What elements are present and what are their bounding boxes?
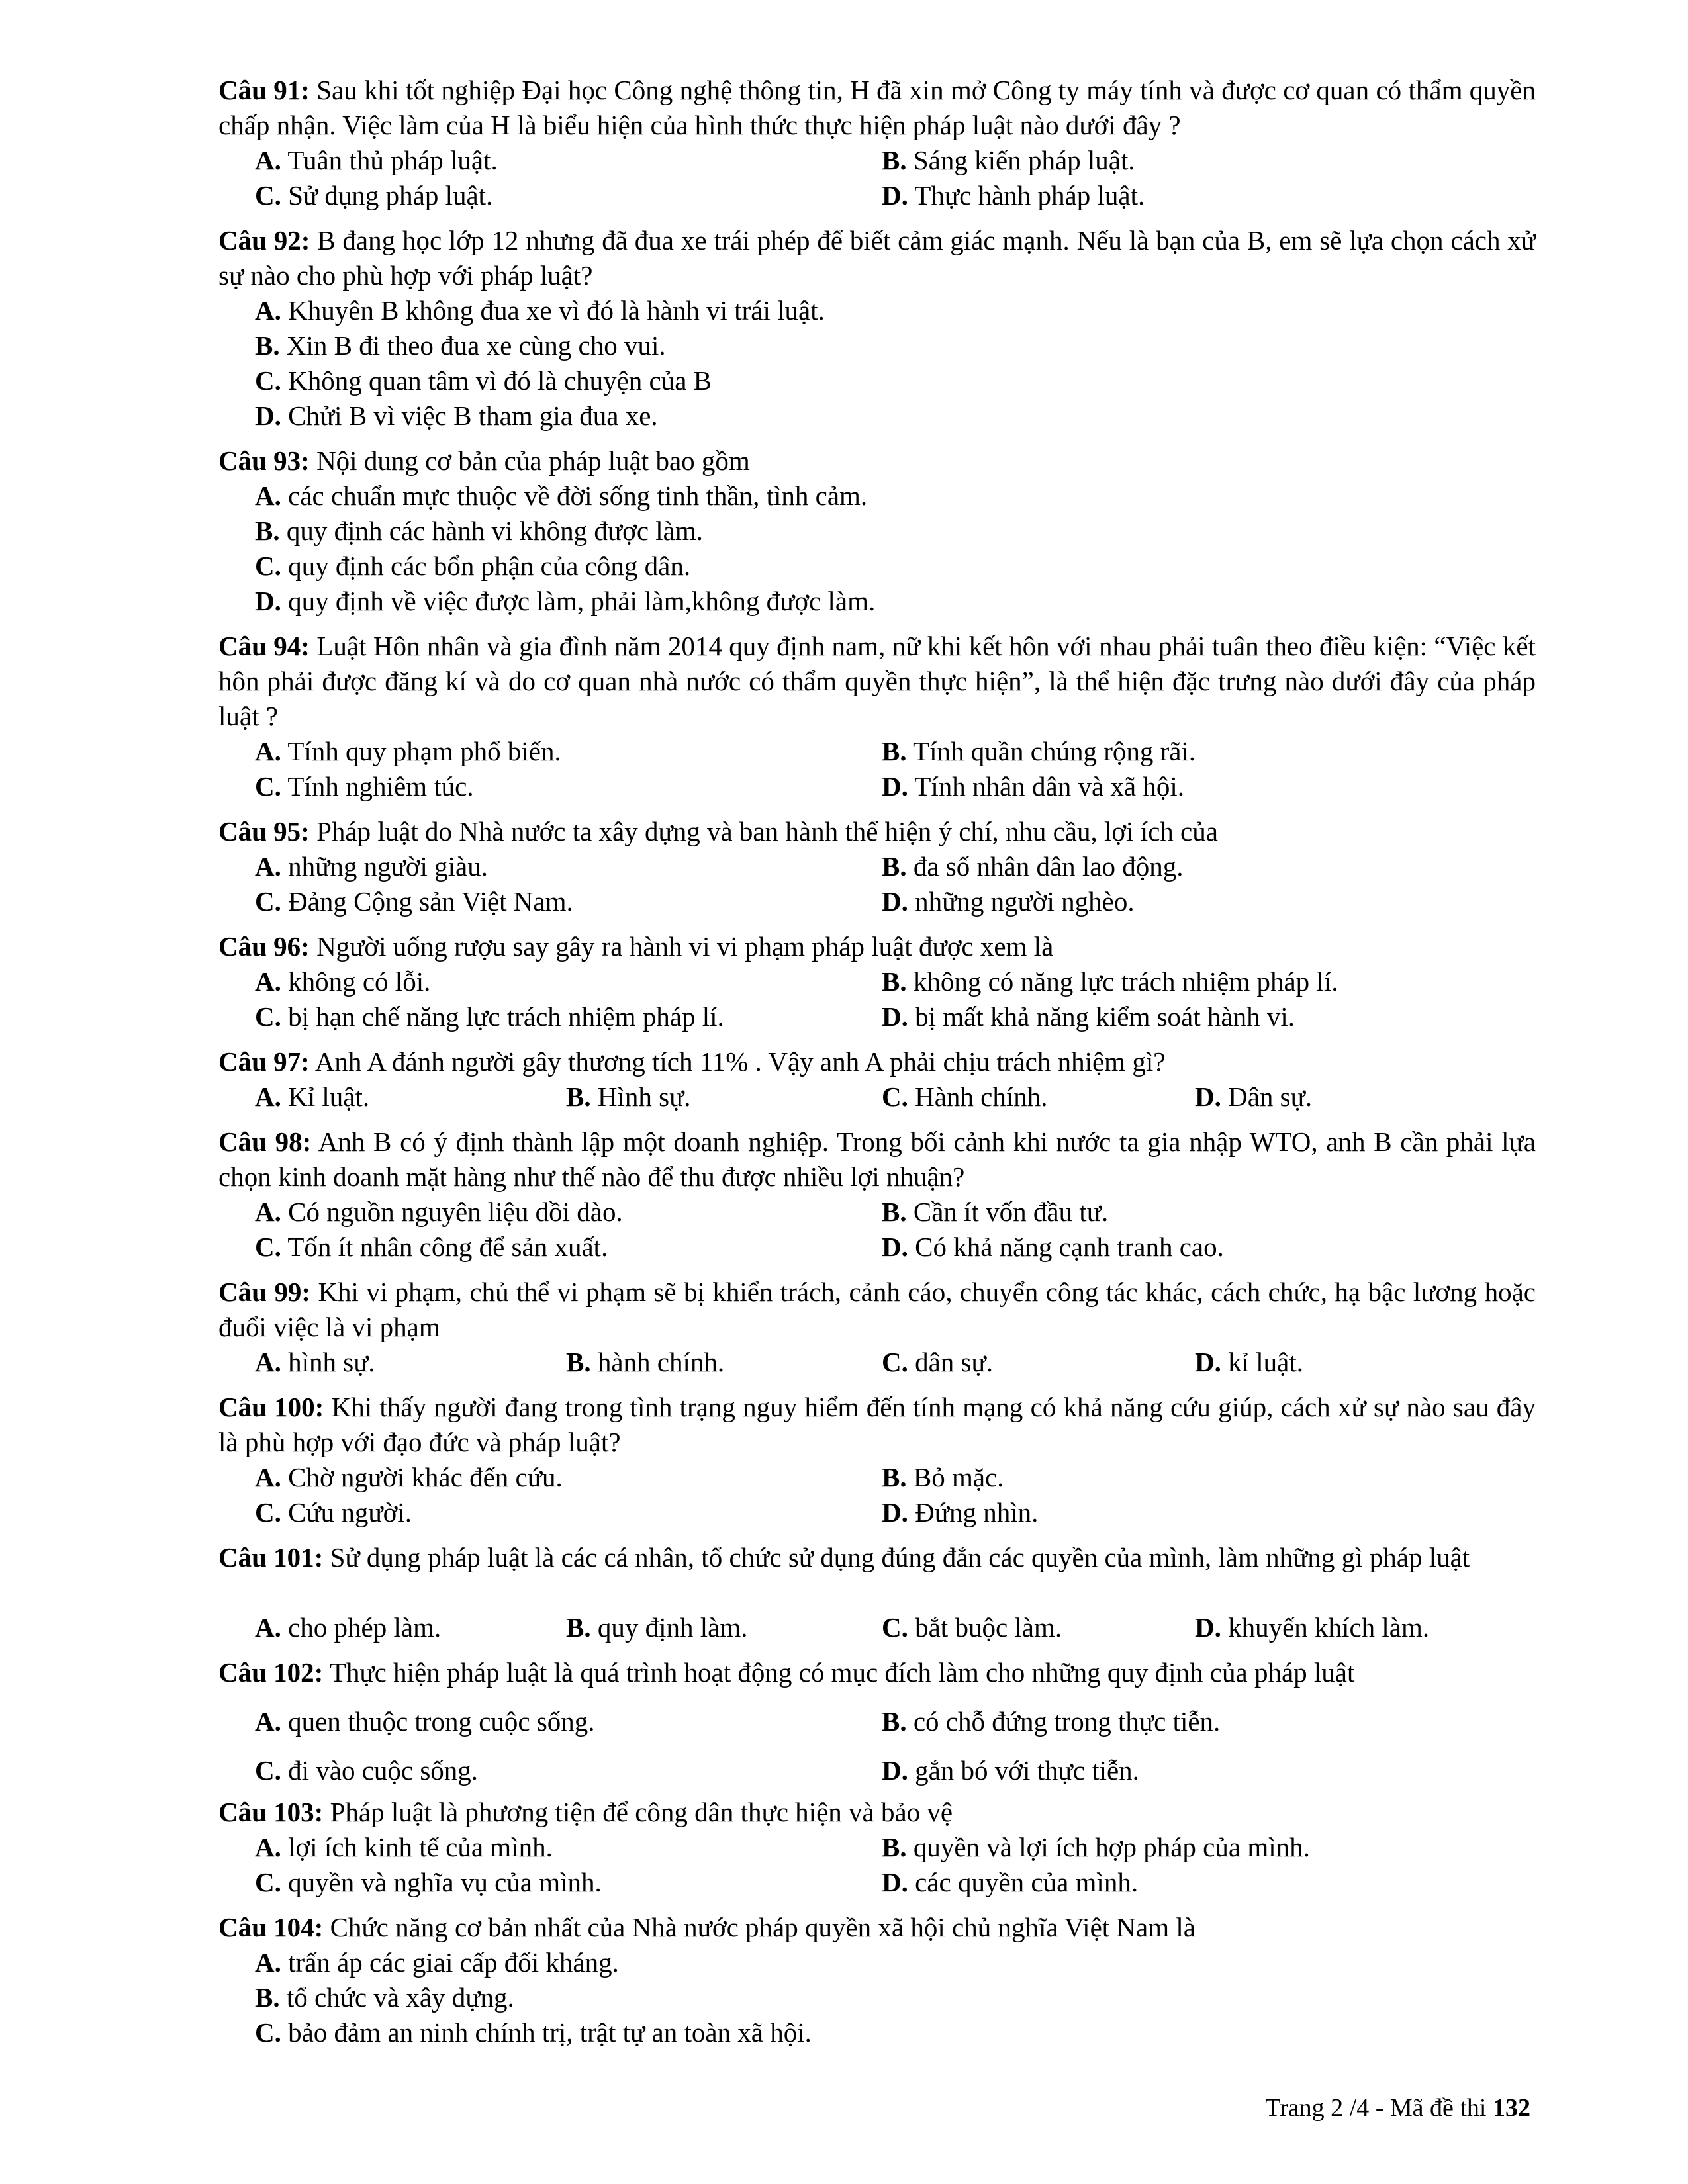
options-row <box>218 1610 1536 1645</box>
question-text: B đang học lớp 12 nhưng đã đua xe trái phép để biết cảm giác mạnh. Nếu là bạn của B, em sẽ lựa chọn cách xử sự nào cho phù hợp với pháp luật? <box>218 225 1536 291</box>
option-d: D. kỉ luật. <box>1195 1347 1303 1377</box>
question-number: Câu 96: <box>218 931 310 962</box>
question-number: Câu 97: <box>218 1046 310 1077</box>
exam-code: 132 <box>1493 2094 1530 2122</box>
question-text: Anh B có ý định thành lập một doanh nghiệp. Trong bối cảnh khi nước ta gia nhập WTO, anh B cần phải lựa chọn kinh doanh mặt hàng như thế nào để thu được nhiều lợi nhuận? <box>218 1126 1536 1192</box>
option-c: C. Đảng Cộng sản Việt Nam. <box>255 886 573 917</box>
options-row <box>218 884 1536 919</box>
question-99 <box>218 1275 1536 1345</box>
question-text: Sử dụng pháp luật là các cá nhân, tổ chức sử dụng đúng đắn các quyền của mình, làm những gì pháp luật <box>330 1542 1470 1572</box>
option-a: A. lợi ích kinh tế của mình. <box>255 1832 553 1862</box>
option-d: D. khuyến khích làm. <box>1195 1612 1430 1643</box>
question-100 <box>218 1390 1536 1460</box>
option-c: C. Tốn ít nhân công để sản xuất. <box>255 1232 608 1262</box>
question-text: Sau khi tốt nghiệp Đại học Công nghệ thông tin, H đã xin mở Công ty máy tính và được cơ quan có thẩm quyền chấp nhận. Việc làm của H là biểu hiện của hình thức thực hiện pháp luật nào dưới đây ? <box>218 75 1536 140</box>
option-b: B. quyền và lợi ích hợp pháp của mình. <box>882 1832 1310 1862</box>
option-d: D. gắn bó với thực tiễn. <box>882 1755 1139 1786</box>
question-97 <box>218 1044 1536 1079</box>
option-a: A. hình sự. <box>255 1347 375 1377</box>
options-row <box>218 1830 1536 1865</box>
options-row <box>218 1753 1536 1788</box>
option-c: C. dân sự. <box>882 1347 993 1377</box>
option-c: C. Hành chính. <box>882 1081 1048 1112</box>
question-number: Câu 98: <box>218 1126 312 1157</box>
question-text: Khi thấy người đang trong tình trạng nguy hiểm đến tính mạng có khả năng cứu giúp, cách xử sự nào sau đây là phù hợp với đạo đức và pháp luật? <box>218 1392 1536 1457</box>
option-b: B. quy định làm. <box>566 1612 748 1643</box>
question-text: Anh A đánh người gây thương tích 11% . Vậy anh A phải chịu trách nhiệm gì? <box>314 1046 1166 1077</box>
question-number: Câu 100: <box>218 1392 324 1422</box>
option-c: C. đi vào cuộc sống. <box>255 1755 479 1786</box>
question-text: Pháp luật do Nhà nước ta xây dựng và ban hành thể hiện ý chí, nhu cầu, lợi ích của <box>316 816 1218 846</box>
option-a: A. trấn áp các giai cấp đối kháng. <box>255 1947 619 1978</box>
question-number: Câu 102: <box>218 1657 324 1688</box>
option-c: C. Cứu người. <box>255 1497 412 1527</box>
options-row <box>218 964 1536 999</box>
question-92 <box>218 223 1536 293</box>
options-row <box>218 734 1536 769</box>
question-91 <box>218 73 1536 143</box>
question-number: Câu 104: <box>218 1912 324 1942</box>
option-a: A. Chờ người khác đến cứu. <box>255 1462 563 1492</box>
footer-page-label: Trang 2 /4 - Mã đề thi <box>1265 2094 1487 2122</box>
question-text: Pháp luật là phương tiện để công dân thực hiện và bảo vệ <box>330 1797 953 1827</box>
option-d: D. Dân sự. <box>1195 1081 1313 1112</box>
option-a: A. Tính quy phạm phổ biến. <box>255 736 561 766</box>
question-96 <box>218 929 1536 964</box>
option-d: D. Thực hành pháp luật. <box>882 180 1145 210</box>
option-a: A. cho phép làm. <box>255 1612 442 1643</box>
question-95 <box>218 814 1536 849</box>
page-footer <box>1265 2093 1530 2122</box>
question-104 <box>218 1910 1536 1945</box>
question-number: Câu 94: <box>218 631 310 661</box>
option-a: A. những người giàu. <box>255 851 488 882</box>
question-94 <box>218 629 1536 734</box>
option-b: B. đa số nhân dân lao động. <box>882 851 1184 882</box>
options-row <box>218 143 1536 178</box>
option-b: B. Sáng kiến pháp luật. <box>882 145 1135 175</box>
options-row <box>218 849 1536 884</box>
question-text: Người uống rượu say gây ra hành vi vi phạm pháp luật được xem là <box>316 931 1054 962</box>
option-d: D. Đứng nhìn. <box>882 1497 1039 1527</box>
question-text: Chức năng cơ bản nhất của Nhà nước pháp quyền xã hội chủ nghĩa Việt Nam là <box>330 1912 1196 1942</box>
question-98 <box>218 1124 1536 1195</box>
options-row <box>218 1345 1536 1380</box>
options-row <box>218 1460 1536 1495</box>
option-b: B. không có năng lực trách nhiệm pháp lí. <box>882 966 1338 997</box>
options-row <box>218 1865 1536 1900</box>
question-text: Thực hiện pháp luật là quá trình hoạt động có mục đích làm cho những quy định của pháp luật <box>329 1657 1355 1688</box>
option-b: B. Tính quần chúng rộng rãi. <box>882 736 1196 766</box>
option-d: D. Chửi B vì việc B tham gia đua xe. <box>255 400 658 431</box>
option-d: D. bị mất khả năng kiểm soát hành vi. <box>882 1001 1295 1032</box>
question-number: Câu 93: <box>218 445 310 476</box>
option-b: B. Cần ít vốn đầu tư. <box>882 1197 1109 1227</box>
option-b: B. tổ chức và xây dựng. <box>255 1982 514 2013</box>
question-101 <box>218 1540 1536 1575</box>
question-number: Câu 103: <box>218 1797 324 1827</box>
question-text: Khi vi phạm, chủ thể vi phạm sẽ bị khiển trách, cảnh cáo, chuyển công tác khác, cách chức, hạ bậc lương hoặc đuổi việc là vi phạm <box>218 1277 1536 1342</box>
question-number: Câu 101: <box>218 1542 324 1572</box>
option-c: C. bảo đảm an ninh chính trị, trật tự an toàn xã hội. <box>255 2017 812 2048</box>
question-number: Câu 91: <box>218 75 310 105</box>
option-c: C. Sử dụng pháp luật. <box>255 180 493 210</box>
question-number: Câu 95: <box>218 816 310 846</box>
options-row <box>218 178 1536 213</box>
option-c: C. bị hạn chế năng lực trách nhiệm pháp lí. <box>255 1001 724 1032</box>
question-number: Câu 92: <box>218 225 310 255</box>
option-d: D. những người nghèo. <box>882 886 1135 917</box>
question-number: Câu 99: <box>218 1277 310 1307</box>
option-a: A. Tuân thủ pháp luật. <box>255 145 498 175</box>
option-a: A. quen thuộc trong cuộc sống. <box>255 1706 595 1737</box>
option-d: D. Có khả năng cạnh tranh cao. <box>882 1232 1224 1262</box>
option-c: C. quy định các bổn phận của công dân. <box>255 551 691 581</box>
question-102 <box>218 1655 1536 1690</box>
question-text: Luật Hôn nhân và gia đình năm 2014 quy định nam, nữ khi kết hôn với nhau phải tuân theo điều kiện: “Việc kết hôn phải được đăng kí và do cơ quan nhà nước có thẩm quyền thực hiện”, là thể hiện đặc trưng nào dưới đây của pháp luật ? <box>218 631 1536 731</box>
option-a: A. không có lỗi. <box>255 966 431 997</box>
option-c: C. Tính nghiêm túc. <box>255 771 474 801</box>
options-row <box>218 1195 1536 1230</box>
option-a: A. Kỉ luật. <box>255 1081 370 1112</box>
option-a: A. các chuẩn mực thuộc về đời sống tinh thần, tình cảm. <box>255 480 868 511</box>
question-103 <box>218 1795 1536 1830</box>
option-c: C. bắt buộc làm. <box>882 1612 1062 1643</box>
option-a: A. Có nguồn nguyên liệu dồi dào. <box>255 1197 623 1227</box>
option-b: B. Hình sự. <box>566 1081 691 1112</box>
option-b: B. có chỗ đứng trong thực tiễn. <box>882 1706 1221 1737</box>
option-d: D. quy định về việc được làm, phải làm,không được làm. <box>255 586 876 616</box>
option-b: B. Xin B đi theo đua xe cùng cho vui. <box>255 330 666 361</box>
option-b: B. quy định các hành vi không được làm. <box>255 516 704 546</box>
question-93 <box>218 443 1536 478</box>
options-row <box>218 999 1536 1034</box>
option-a: A. Khuyên B không đua xe vì đó là hành vi trái luật. <box>255 295 825 326</box>
options-row <box>218 1079 1536 1115</box>
option-c: C. Không quan tâm vì đó là chuyện của B <box>255 365 712 396</box>
options-row <box>218 1230 1536 1265</box>
options-row <box>218 1704 1536 1739</box>
option-d: D. các quyền của mình. <box>882 1867 1139 1897</box>
option-b: B. Bỏ mặc. <box>882 1462 1004 1492</box>
question-text: Nội dung cơ bản của pháp luật bao gồm <box>316 445 750 476</box>
option-c: C. quyền và nghĩa vụ của mình. <box>255 1867 602 1897</box>
option-d: D. Tính nhân dân và xã hội. <box>882 771 1184 801</box>
options-row <box>218 1495 1536 1530</box>
option-b: B. hành chính. <box>566 1347 725 1377</box>
options-row <box>218 769 1536 804</box>
